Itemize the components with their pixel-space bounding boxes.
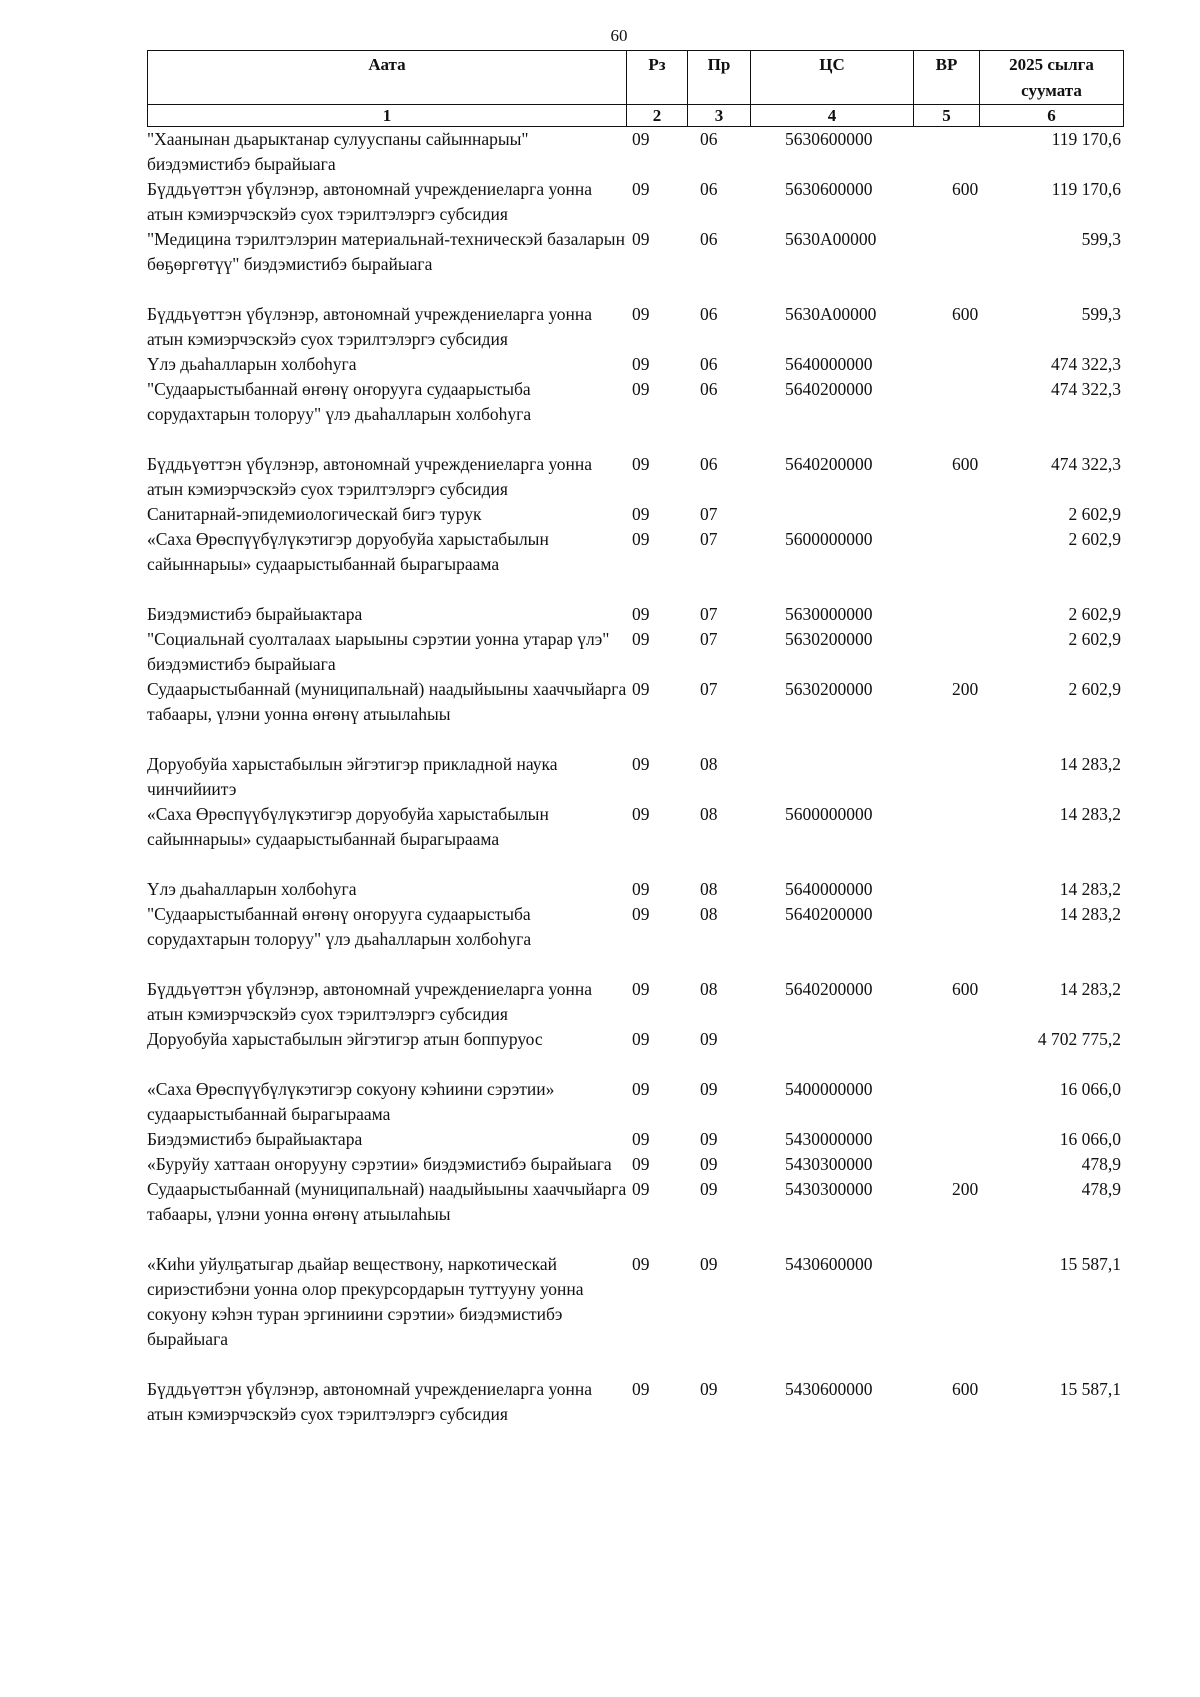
row-vr [915, 902, 981, 952]
row-pr: 07 [700, 504, 718, 524]
row-cs: 5630А00000 [785, 304, 877, 324]
row-name: Санитарнай-эпидемиологическай бигэ турук [147, 504, 482, 524]
row-rz: 09 [632, 904, 650, 924]
row-rz: 09 [632, 1154, 650, 1174]
row-pr: 09 [700, 1129, 718, 1149]
row-name: «Буруйу хаттаан оҥорууну сэрэтии» биэдэмистибэ бырайыага [147, 1154, 612, 1174]
row-vr [915, 527, 981, 577]
row-pr: 08 [700, 804, 718, 824]
row-rz: 09 [632, 754, 650, 774]
row-vr: 600 [952, 979, 979, 999]
table-row [147, 1152, 1123, 1177]
row-vr [915, 502, 981, 527]
table-row [147, 127, 1123, 177]
table-row [147, 1377, 1123, 1427]
row-pr: 09 [700, 1079, 718, 1099]
row-vr [915, 1152, 981, 1177]
row-vr [915, 1077, 981, 1127]
row-sum: 478,9 [1081, 1179, 1121, 1199]
row-rz: 09 [632, 229, 650, 249]
row-pr: 08 [700, 904, 718, 924]
row-rz: 09 [632, 1379, 650, 1399]
row-sum: 14 283,2 [1059, 754, 1121, 774]
row-vr [915, 227, 981, 277]
row-rz: 09 [632, 604, 650, 624]
table-row [147, 977, 1123, 1027]
row-cs: 5640000000 [785, 354, 873, 374]
row-sum: 478,9 [1081, 1154, 1121, 1174]
row-pr: 06 [700, 379, 718, 399]
row-pr: 08 [700, 879, 718, 899]
row-sum: 14 283,2 [1059, 879, 1121, 899]
header-num-4: 4 [751, 105, 914, 127]
row-sum: 474 322,3 [1051, 379, 1121, 399]
row-sum: 474 322,3 [1051, 354, 1121, 374]
row-rz: 09 [632, 379, 650, 399]
header-num-3: 3 [688, 105, 751, 127]
row-name: Үлэ дьаһалларын холбоһуга [147, 354, 357, 374]
header-num-1: 1 [148, 105, 627, 127]
row-cs [752, 502, 915, 527]
row-rz: 09 [632, 679, 650, 699]
row-cs [752, 752, 915, 802]
table-row [147, 302, 1123, 352]
header-cs: ЦС [751, 51, 914, 105]
row-pr: 07 [700, 529, 718, 549]
header-name: Аата [148, 51, 627, 105]
row-vr: 600 [952, 304, 979, 324]
row-rz: 09 [632, 879, 650, 899]
row-pr: 06 [700, 304, 718, 324]
row-pr: 06 [700, 179, 718, 199]
row-cs: 5600000000 [785, 529, 873, 549]
row-rz: 09 [632, 804, 650, 824]
table-row [147, 602, 1123, 627]
table-row [147, 452, 1123, 502]
row-rz: 09 [632, 179, 650, 199]
row-sum: 15 587,1 [1059, 1379, 1121, 1399]
row-pr: 06 [700, 454, 718, 474]
row-name: Бүддьүөттэн үбүлэнэр, автономнай учреждениеларга уонна атын кэмиэрчэскэйэ суох тэрилтэлэргэ субсидия [147, 454, 593, 499]
table-row [147, 1127, 1123, 1152]
row-vr: 200 [952, 1179, 979, 1199]
row-vr [915, 602, 981, 627]
row-pr: 07 [700, 604, 718, 624]
table-row [147, 627, 1123, 677]
row-pr: 09 [700, 1379, 718, 1399]
row-vr [915, 752, 981, 802]
header-pr: Пр [688, 51, 751, 105]
row-rz: 09 [632, 354, 650, 374]
row-cs: 5630А00000 [785, 229, 877, 249]
row-pr: 07 [700, 679, 718, 699]
row-rz: 09 [632, 454, 650, 474]
row-sum: 15 587,1 [1059, 1254, 1121, 1274]
table-row [147, 227, 1123, 277]
row-sum: 474 322,3 [1051, 454, 1121, 474]
row-name: Бүддьүөттэн үбүлэнэр, автономнай учреждениеларга уонна атын кэмиэрчэскэйэ суох тэрилтэлэргэ субсидия [147, 979, 593, 1024]
budget-table [147, 50, 1123, 1427]
row-name: "Судаарыстыбаннай өҥөнү оҥорууга судаарыстыба сорудахтарын толоруу" үлэ дьаһалларын холбоһуга [147, 379, 532, 424]
row-name: Судаарыстыбаннай (муниципальнай) наадыйыыны хааччыйарга табаары, үлэни уонна өҥөнү атыылаһыы [147, 1179, 627, 1224]
row-vr [915, 1027, 981, 1052]
row-vr [915, 627, 981, 677]
row-cs: 5640200000 [785, 979, 873, 999]
row-rz: 09 [632, 129, 650, 149]
row-name: Үлэ дьаһалларын холбоһуга [147, 879, 357, 899]
header-rz: Рз [627, 51, 688, 105]
row-rz: 09 [632, 1079, 650, 1099]
row-pr: 09 [700, 1154, 718, 1174]
row-cs: 5640200000 [785, 904, 873, 924]
table-row [147, 752, 1123, 802]
row-name: "Медицина тэрилтэлэрин материальнай-техническэй базаларын бөҕөргөтүү" биэдэмистибэ бырайыага [147, 229, 625, 274]
row-rz: 09 [632, 629, 650, 649]
row-cs: 5430000000 [785, 1129, 873, 1149]
table-row [147, 1252, 1123, 1352]
row-name: "Судаарыстыбаннай өҥөнү оҥорууга судаарыстыба сорудахтарын толоруу" үлэ дьаһалларын холбоһуга [147, 904, 532, 949]
row-name: Биэдэмистибэ бырайыактара [147, 604, 363, 624]
row-rz: 09 [632, 504, 650, 524]
table-row [147, 677, 1123, 727]
table-header [147, 50, 1124, 127]
row-rz: 09 [632, 1179, 650, 1199]
row-pr: 08 [700, 754, 718, 774]
row-pr: 09 [700, 1179, 718, 1199]
table-row [147, 902, 1123, 952]
row-rz: 09 [632, 979, 650, 999]
row-sum: 2 602,9 [1068, 604, 1121, 624]
row-name: Доруобуйа харыстабылын эйгэтигэр прикладной наука чинчийиитэ [147, 754, 558, 799]
row-cs: 5630600000 [785, 129, 873, 149]
table-row [147, 1027, 1123, 1052]
row-cs: 5630200000 [785, 679, 873, 699]
table-row [147, 377, 1123, 427]
row-sum: 16 066,0 [1059, 1079, 1121, 1099]
table-body [147, 127, 1123, 1427]
row-sum: 4 702 775,2 [1037, 1029, 1121, 1049]
header-sum: 2025 сылга суумата [980, 51, 1124, 105]
row-name: «Саха Өрөспүүбүлүкэтигэр сокуону кэһиини сэрэтии» судаарыстыбаннай бырагыраама [147, 1079, 555, 1124]
row-vr: 200 [952, 679, 979, 699]
row-vr [915, 1127, 981, 1152]
row-sum: 2 602,9 [1068, 679, 1121, 699]
row-name: Биэдэмистибэ бырайыактара [147, 1129, 363, 1149]
row-name: «Саха Өрөспүүбүлүкэтигэр доруобуйа харыстабылын сайыннарыы» судаарыстыбаннай бырагыраама [147, 804, 549, 849]
row-vr: 600 [952, 1379, 979, 1399]
row-cs [752, 1027, 915, 1052]
row-name: Бүддьүөттэн үбүлэнэр, автономнай учреждениеларга уонна атын кэмиэрчэскэйэ суох тэрилтэлэргэ субсидия [147, 1379, 593, 1424]
row-rz: 09 [632, 529, 650, 549]
table-row [147, 352, 1123, 377]
row-name: Судаарыстыбаннай (муниципальнай) наадыйыыны хааччыйарга табаары, үлэни уонна өҥөнү атыылаһыы [147, 679, 627, 724]
row-sum: 14 283,2 [1059, 979, 1121, 999]
row-vr [915, 802, 981, 852]
row-sum: 14 283,2 [1059, 904, 1121, 924]
table-row [147, 1077, 1123, 1127]
table-row [147, 502, 1123, 527]
row-sum: 119 170,6 [1051, 129, 1121, 149]
row-cs: 5430300000 [785, 1179, 873, 1199]
row-cs: 5640200000 [785, 454, 873, 474]
row-vr: 600 [952, 179, 979, 199]
row-name: Доруобуйа харыстабылын эйгэтигэр атын боппуруос [147, 1029, 543, 1049]
row-vr [915, 1252, 981, 1352]
table-row [147, 877, 1123, 902]
row-pr: 06 [700, 129, 718, 149]
row-sum: 119 170,6 [1051, 179, 1121, 199]
row-rz: 09 [632, 304, 650, 324]
row-name: «Саха Өрөспүүбүлүкэтигэр доруобуйа харыстабылын сайыннарыы» судаарыстыбаннай бырагыраама [147, 529, 549, 574]
row-cs: 5430300000 [785, 1154, 873, 1174]
row-name: Бүддьүөттэн үбүлэнэр, автономнай учреждениеларга уонна атын кэмиэрчэскэйэ суох тэрилтэлэргэ субсидия [147, 179, 593, 224]
row-vr [915, 377, 981, 427]
page-number: 60 [610, 26, 628, 45]
row-cs: 5400000000 [785, 1079, 873, 1099]
row-vr [915, 352, 981, 377]
row-cs: 5630600000 [785, 179, 873, 199]
row-sum: 599,3 [1081, 304, 1121, 324]
row-sum: 599,3 [1081, 229, 1121, 249]
row-rz: 09 [632, 1254, 650, 1274]
table-row [147, 1177, 1123, 1227]
row-sum: 14 283,2 [1059, 804, 1121, 824]
row-pr: 07 [700, 629, 718, 649]
header-vr: ВР [914, 51, 980, 105]
row-rz: 09 [632, 1029, 650, 1049]
row-pr: 09 [700, 1254, 718, 1274]
row-cs: 5630000000 [785, 604, 873, 624]
row-cs: 5600000000 [785, 804, 873, 824]
row-cs: 5430600000 [785, 1379, 873, 1399]
table-row [147, 802, 1123, 852]
row-pr: 06 [700, 354, 718, 374]
table-row [147, 527, 1123, 577]
row-name: "Хаанынан дьарыктанар сулууспаны сайыннарыы" биэдэмистибэ бырайыага [147, 129, 529, 174]
row-pr: 09 [700, 1029, 718, 1049]
row-sum: 2 602,9 [1068, 629, 1121, 649]
row-pr: 08 [700, 979, 718, 999]
table-row [147, 177, 1123, 227]
row-vr: 600 [952, 454, 979, 474]
row-name: «Киһи уйулҕатыгар дьайар веществону, наркотическай сириэстибэни уонна олор прекурсордарын туттууну уонна сокуону кэһэн туран эргиниини сэрэтии» биэдэмистибэ бырайыага [147, 1254, 584, 1349]
row-vr [915, 127, 981, 177]
row-name: "Социальнай суолталаах ыарыыны сэрэтии уонна утарар үлэ" биэдэмистибэ бырайыага [147, 629, 610, 674]
row-cs: 5640000000 [785, 879, 873, 899]
header-num-2: 2 [627, 105, 688, 127]
header-num-5: 5 [914, 105, 980, 127]
row-vr [915, 877, 981, 902]
row-sum: 2 602,9 [1068, 504, 1121, 524]
row-name: Бүддьүөттэн үбүлэнэр, автономнай учреждениеларга уонна атын кэмиэрчэскэйэ суох тэрилтэлэргэ субсидия [147, 304, 593, 349]
row-pr: 06 [700, 229, 718, 249]
row-cs: 5640200000 [785, 379, 873, 399]
header-num-6: 6 [980, 105, 1124, 127]
row-sum: 2 602,9 [1068, 529, 1121, 549]
row-sum: 16 066,0 [1059, 1129, 1121, 1149]
row-cs: 5630200000 [785, 629, 873, 649]
row-rz: 09 [632, 1129, 650, 1149]
row-cs: 5430600000 [785, 1254, 873, 1274]
